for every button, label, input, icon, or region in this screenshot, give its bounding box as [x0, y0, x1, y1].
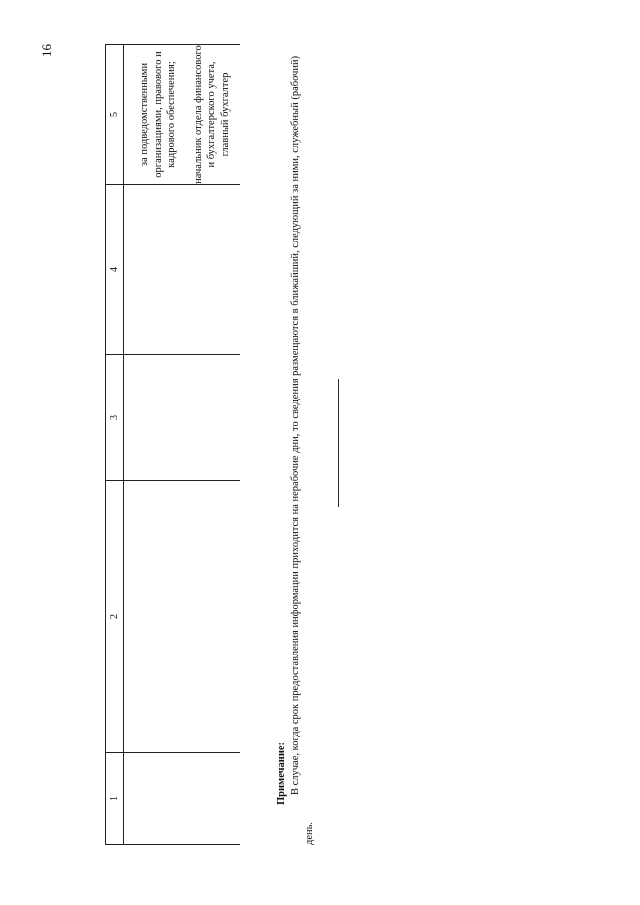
- column-number-1: 1: [106, 753, 124, 845]
- table-cell-4: [124, 185, 241, 355]
- responsible-paragraph-1: за подведомственными организациями, правового и кадрового обеспечения;: [139, 51, 177, 178]
- table-cell-1: [124, 753, 241, 845]
- continuation-table: [105, 44, 240, 845]
- table-row: [124, 45, 241, 845]
- table-cell-5: [124, 45, 241, 185]
- column-number-5: 5: [106, 45, 124, 185]
- note-title: Примечание:: [276, 741, 287, 805]
- column-number-4: 4: [106, 185, 124, 355]
- responsible-persons-text: [138, 45, 232, 184]
- paragraph-gap: [179, 45, 192, 184]
- responsible-paragraph-2: начальник отдела финансового и бухгалтерского учета, главный бухгалтер: [192, 45, 231, 184]
- note-block: [275, 45, 317, 845]
- table-header-row: [106, 45, 124, 845]
- table-cell-2: [124, 481, 241, 753]
- column-number-2: 2: [106, 481, 124, 753]
- rotated-page-content: [105, 45, 345, 845]
- table-cell-3: [124, 355, 241, 481]
- column-number-3: 3: [106, 355, 124, 481]
- note-text: В случае, когда срок предоставления информации приходится на нерабочие дни, то сведения размещаются в ближайший, следующий за ними, служебный (рабочий) день.: [290, 55, 315, 845]
- page-number: 16: [39, 44, 54, 57]
- end-rule-divider: [338, 379, 339, 507]
